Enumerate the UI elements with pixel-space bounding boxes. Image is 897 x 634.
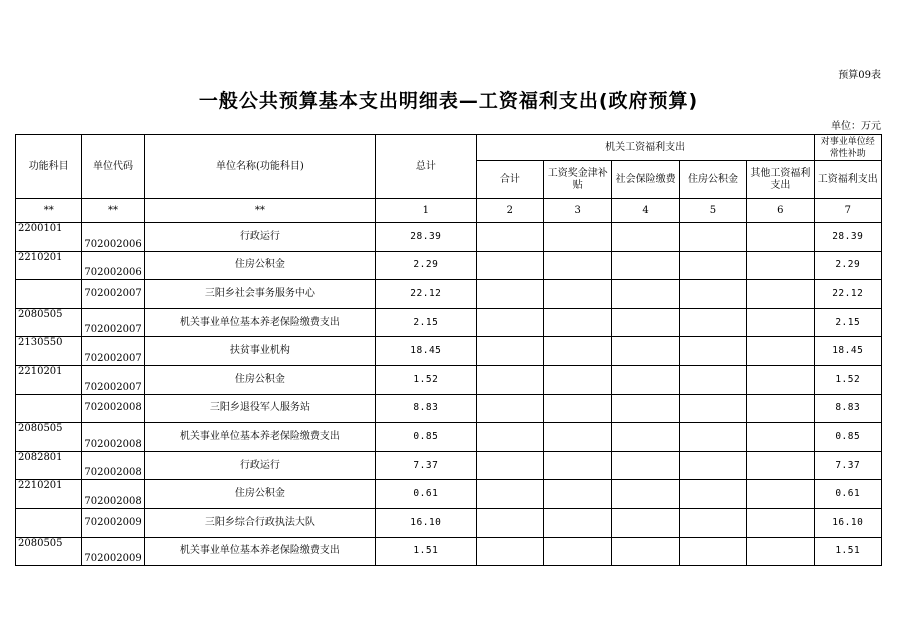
- housing-fund-cell: [679, 423, 746, 452]
- func-code-cell: 2210201: [16, 365, 82, 394]
- header-group-subsidy: 对事业单位经常性补助: [814, 135, 881, 161]
- subtotal-cell: [476, 365, 543, 394]
- unit-code-cell: 702002009: [82, 508, 144, 537]
- other-wages-cell: [747, 451, 814, 480]
- unit-name-cell: 机关事业单位基本养老保险缴费支出: [144, 423, 375, 452]
- total-cell: 7.37: [376, 451, 477, 480]
- page-title: 一般公共预算基本支出明细表—工资福利支出(政府预算): [198, 90, 699, 112]
- housing-fund-cell: [679, 223, 746, 252]
- index-cell: 2: [476, 199, 543, 223]
- index-cell: 5: [679, 199, 746, 223]
- social-insurance-cell: [612, 251, 679, 280]
- other-wages-cell: [747, 537, 814, 566]
- header-group-org-wages: 机关工资福利支出: [476, 135, 814, 161]
- other-wages-cell: [747, 423, 814, 452]
- social-insurance-cell: [612, 480, 679, 509]
- subtotal-cell: [476, 223, 543, 252]
- index-cell: 4: [612, 199, 679, 223]
- subsidy-wages-cell: 0.85: [814, 423, 881, 452]
- social-insurance-cell: [612, 337, 679, 366]
- total-cell: 2.29: [376, 251, 477, 280]
- unit-code-cell: 702002007: [82, 337, 144, 366]
- header-social-insurance: 社会保险缴费: [612, 161, 679, 199]
- unit-code-cell: 702002006: [82, 251, 144, 280]
- unit-code-cell: 702002007: [82, 365, 144, 394]
- subtotal-cell: [476, 280, 543, 309]
- wages-cell: [544, 223, 612, 252]
- table-row: [16, 337, 882, 366]
- wages-cell: [544, 423, 612, 452]
- social-insurance-cell: [612, 308, 679, 337]
- social-insurance-cell: [612, 280, 679, 309]
- housing-fund-cell: [679, 480, 746, 509]
- wages-cell: [544, 337, 612, 366]
- table-row: [16, 280, 882, 309]
- table-row: [16, 394, 882, 423]
- subsidy-wages-cell: 0.61: [814, 480, 881, 509]
- wages-cell: [544, 308, 612, 337]
- header-func-code: 功能科目: [16, 135, 82, 199]
- other-wages-cell: [747, 308, 814, 337]
- func-code-cell: [16, 394, 82, 423]
- social-insurance-cell: [612, 537, 679, 566]
- subsidy-wages-cell: 2.15: [814, 308, 881, 337]
- header-subtotal: 合计: [476, 161, 543, 199]
- unit-code-cell: 702002006: [82, 223, 144, 252]
- header-subsidy-wages: 工资福利支出: [814, 161, 881, 199]
- total-cell: 22.12: [376, 280, 477, 309]
- header-unit-code: 单位代码: [82, 135, 144, 199]
- table-row: [16, 537, 882, 566]
- housing-fund-cell: [679, 337, 746, 366]
- housing-fund-cell: [679, 365, 746, 394]
- social-insurance-cell: [612, 365, 679, 394]
- wages-cell: [544, 280, 612, 309]
- housing-fund-cell: [679, 394, 746, 423]
- table-row: [16, 308, 882, 337]
- header-housing-fund: 住房公积金: [679, 161, 746, 199]
- table-row: [16, 223, 882, 252]
- index-cell: **: [144, 199, 375, 223]
- unit-name-cell: 住房公积金: [144, 365, 375, 394]
- func-code-cell: 2130550: [16, 337, 82, 366]
- housing-fund-cell: [679, 451, 746, 480]
- total-cell: 28.39: [376, 223, 477, 252]
- housing-fund-cell: [679, 508, 746, 537]
- subtotal-cell: [476, 308, 543, 337]
- total-cell: 1.52: [376, 365, 477, 394]
- other-wages-cell: [747, 394, 814, 423]
- unit-code-cell: 702002009: [82, 537, 144, 566]
- unit-name-cell: 行政运行: [144, 451, 375, 480]
- form-number: 预算09表: [838, 70, 881, 81]
- table-body: [16, 223, 882, 566]
- func-code-cell: 2210201: [16, 480, 82, 509]
- index-cell: 1: [376, 199, 477, 223]
- subsidy-wages-cell: 1.51: [814, 537, 881, 566]
- subtotal-cell: [476, 537, 543, 566]
- index-cell: **: [82, 199, 144, 223]
- unit-name-cell: 三阳乡社会事务服务中心: [144, 280, 375, 309]
- unit-code-cell: 702002008: [82, 451, 144, 480]
- wages-cell: [544, 537, 612, 566]
- budget-table: [15, 134, 882, 566]
- other-wages-cell: [747, 223, 814, 252]
- subsidy-wages-cell: 1.52: [814, 365, 881, 394]
- subtotal-cell: [476, 423, 543, 452]
- unit-code-cell: 702002008: [82, 423, 144, 452]
- housing-fund-cell: [679, 251, 746, 280]
- unit-name-cell: 三阳乡综合行政执法大队: [144, 508, 375, 537]
- func-code-cell: [16, 508, 82, 537]
- housing-fund-cell: [679, 308, 746, 337]
- func-code-cell: 2080505: [16, 308, 82, 337]
- social-insurance-cell: [612, 423, 679, 452]
- unit-code-cell: 702002008: [82, 394, 144, 423]
- total-cell: 1.51: [376, 537, 477, 566]
- func-code-cell: 2082801: [16, 451, 82, 480]
- total-cell: 2.15: [376, 308, 477, 337]
- func-code-cell: 2080505: [16, 423, 82, 452]
- subtotal-cell: [476, 508, 543, 537]
- func-code-cell: 2200101: [16, 223, 82, 252]
- unit-code-cell: 702002007: [82, 308, 144, 337]
- total-cell: 0.85: [376, 423, 477, 452]
- wages-cell: [544, 251, 612, 280]
- table-row: [16, 423, 882, 452]
- table-row: [16, 365, 882, 394]
- table-row: [16, 508, 882, 537]
- subsidy-wages-cell: 22.12: [814, 280, 881, 309]
- subtotal-cell: [476, 337, 543, 366]
- index-cell: **: [16, 199, 82, 223]
- wages-cell: [544, 451, 612, 480]
- index-cell: 3: [544, 199, 612, 223]
- unit-name-cell: 三阳乡退役军人服务站: [144, 394, 375, 423]
- func-code-cell: [16, 280, 82, 309]
- social-insurance-cell: [612, 508, 679, 537]
- housing-fund-cell: [679, 280, 746, 309]
- unit-name-cell: 机关事业单位基本养老保险缴费支出: [144, 308, 375, 337]
- wages-cell: [544, 365, 612, 394]
- subsidy-wages-cell: 7.37: [814, 451, 881, 480]
- unit-code-cell: 702002008: [82, 480, 144, 509]
- other-wages-cell: [747, 365, 814, 394]
- index-cell: 7: [814, 199, 881, 223]
- total-cell: 16.10: [376, 508, 477, 537]
- subtotal-cell: [476, 251, 543, 280]
- unit-name-cell: 行政运行: [144, 223, 375, 252]
- social-insurance-cell: [612, 394, 679, 423]
- other-wages-cell: [747, 280, 814, 309]
- unit-name-cell: 机关事业单位基本养老保险缴费支出: [144, 537, 375, 566]
- housing-fund-cell: [679, 537, 746, 566]
- subtotal-cell: [476, 394, 543, 423]
- other-wages-cell: [747, 508, 814, 537]
- other-wages-cell: [747, 337, 814, 366]
- subsidy-wages-cell: 28.39: [814, 223, 881, 252]
- subsidy-wages-cell: 18.45: [814, 337, 881, 366]
- func-code-cell: 2210201: [16, 251, 82, 280]
- unit-label: 单位：万元: [831, 121, 881, 132]
- unit-name-cell: 住房公积金: [144, 251, 375, 280]
- subsidy-wages-cell: 2.29: [814, 251, 881, 280]
- other-wages-cell: [747, 251, 814, 280]
- unit-name-cell: 扶贫事业机构: [144, 337, 375, 366]
- total-cell: 18.45: [376, 337, 477, 366]
- wages-cell: [544, 508, 612, 537]
- unit-name-cell: 住房公积金: [144, 480, 375, 509]
- index-cell: 6: [747, 199, 814, 223]
- wages-cell: [544, 394, 612, 423]
- header-total: 总计: [376, 135, 477, 199]
- table-row: [16, 480, 882, 509]
- table-row: [16, 451, 882, 480]
- social-insurance-cell: [612, 223, 679, 252]
- subsidy-wages-cell: 16.10: [814, 508, 881, 537]
- social-insurance-cell: [612, 451, 679, 480]
- total-cell: 8.83: [376, 394, 477, 423]
- table-row: [16, 251, 882, 280]
- header-wages: 工资奖金津补贴: [544, 161, 612, 199]
- total-cell: 0.61: [376, 480, 477, 509]
- other-wages-cell: [747, 480, 814, 509]
- func-code-cell: 2080505: [16, 537, 82, 566]
- subsidy-wages-cell: 8.83: [814, 394, 881, 423]
- header-other-wages: 其他工资福利支出: [747, 161, 814, 199]
- wages-cell: [544, 480, 612, 509]
- unit-code-cell: 702002007: [82, 280, 144, 309]
- subtotal-cell: [476, 451, 543, 480]
- header-unit-name: 单位名称(功能科目): [144, 135, 375, 199]
- subtotal-cell: [476, 480, 543, 509]
